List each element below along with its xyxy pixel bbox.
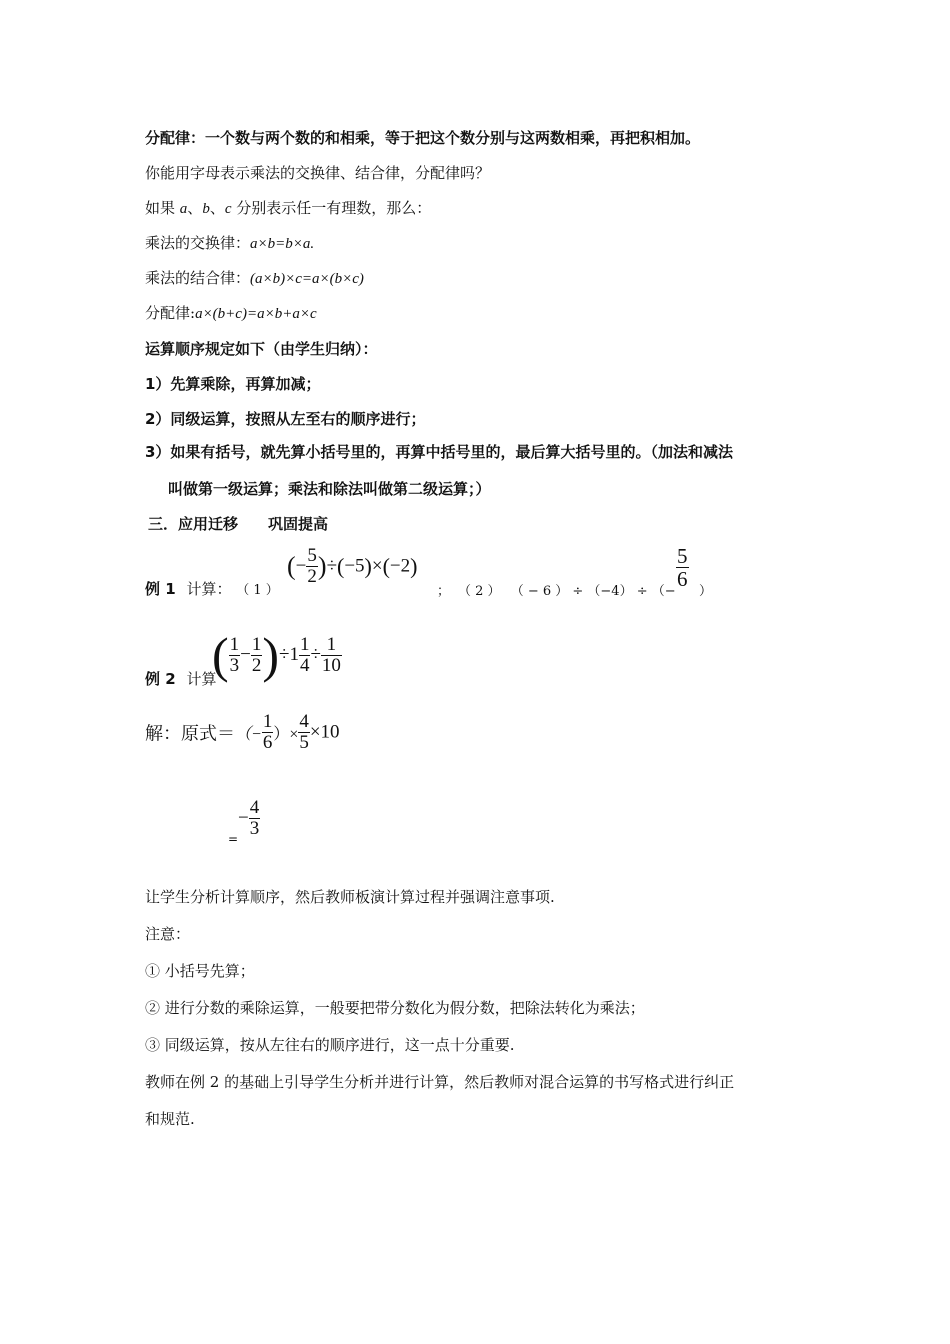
distributive-formula: a×(b+c)=a×b+a×c xyxy=(195,306,317,322)
open-paren: （− xyxy=(235,725,262,743)
var-c: c xyxy=(224,201,232,217)
minus-sign: − xyxy=(295,555,307,577)
fraction-denominator: 2 xyxy=(307,565,317,587)
fraction-numerator: 4 xyxy=(299,711,309,732)
associative-label: 乘法的结合律： xyxy=(145,269,251,287)
fraction-denominator: 5 xyxy=(299,731,309,753)
times-ten: ×10 xyxy=(309,721,340,743)
associative-law xyxy=(145,268,364,289)
example-1-part2 xyxy=(458,580,676,599)
example-1-close-paren: ） xyxy=(699,584,713,599)
minus-sign: − xyxy=(238,807,249,829)
sep-1: 、 xyxy=(187,199,203,217)
example-1-part1-label: （ 1 ） xyxy=(236,583,279,598)
if-prefix: 如果 xyxy=(145,199,176,217)
divide-mixed-number: ÷1 xyxy=(279,644,299,665)
fraction-numerator: 1 xyxy=(251,633,262,655)
fraction-numerator: 1 xyxy=(299,633,310,655)
solution-label: 解：原式＝ xyxy=(145,723,235,745)
minus-sign: − xyxy=(240,644,251,665)
fraction-denominator: 10 xyxy=(321,654,341,676)
example-1-semicolon: ； xyxy=(437,584,451,599)
result-fraction xyxy=(238,798,260,839)
rule-2: 2）同级运算，按照从左至右的顺序进行； xyxy=(145,410,426,428)
commutative-formula: a×b=b×a. xyxy=(250,236,315,252)
fraction-numerator: 5 xyxy=(677,544,688,568)
close-paren-times: ）× xyxy=(273,725,299,743)
commutative-law xyxy=(145,233,314,254)
note-title: 注意： xyxy=(145,925,191,943)
divide-sign: ÷ xyxy=(310,644,321,665)
rule-3-line-1: 3）如果有括号，就先算小括号里的，再算中括号里的，最后算大括号里的。（加法和减法 xyxy=(145,443,733,461)
example-2-label: 例 2 xyxy=(145,670,176,688)
fraction-numerator: 4 xyxy=(249,797,260,818)
fraction-numerator: 1 xyxy=(229,633,240,655)
fraction-denominator: 6 xyxy=(262,731,273,753)
result-equals: = xyxy=(228,832,239,846)
fraction-numerator: 1 xyxy=(321,635,342,656)
if-suffix: 分别表示任一有理数，那么： xyxy=(236,199,432,217)
var-a: a xyxy=(179,201,188,217)
final-line-2: 和规范. xyxy=(145,1110,195,1128)
note-3: ③ 同级运算，按从左往右的顺序进行，这一点十分重要. xyxy=(145,1036,515,1054)
final-line-1: 教师在例 2 的基础上引导学生分析并进行计算，然后教师对混合运算的书写格式进行纠正 xyxy=(145,1073,735,1091)
operand-neg5: −5 xyxy=(344,555,365,577)
section-heading: 三．应用迁移 巩固提高 xyxy=(148,515,329,533)
fraction-numerator: 5 xyxy=(307,545,317,566)
distributive-law-definition: 分配律：一个数与两个数的和相乘，等于把这个数分别与这两数相乘，再把积相加。 xyxy=(145,129,701,147)
operand-neg2: −2 xyxy=(389,555,411,577)
fraction-numerator: 1 xyxy=(262,711,273,732)
distributive-law xyxy=(145,303,317,324)
fraction-denominator: 3 xyxy=(249,817,260,839)
question-line: 你能用字母表示乘法的交换律、结合律，分配律吗？ xyxy=(145,164,491,182)
var-b: b xyxy=(202,201,210,217)
times-sign: × xyxy=(371,555,383,577)
fraction-denominator: 3 xyxy=(229,654,240,676)
fraction-denominator: 6 xyxy=(677,567,688,592)
fraction-denominator: 2 xyxy=(251,654,262,676)
solution-line xyxy=(145,712,340,753)
if-line xyxy=(145,198,431,219)
associative-formula: (a×b)×c=a×(b×c) xyxy=(250,271,364,287)
distributive-label: 分配律: xyxy=(145,304,196,322)
fraction-denominator: 4 xyxy=(299,654,310,676)
example-1-label: 例 1 xyxy=(145,580,176,598)
fraction-5-2 xyxy=(306,546,318,587)
after-example-line: 让学生分析计算顺序，然后教师板演计算过程并强调注意事项. xyxy=(145,888,555,906)
example-2-calc: 计算 xyxy=(186,670,217,688)
example-2 xyxy=(145,668,216,689)
example-1 xyxy=(145,578,279,599)
rule-3-line-2: 叫做第一级运算；乘法和除法叫做第二级运算；） xyxy=(168,480,491,498)
note-2: ② 进行分数的乘除运算，一般要把带分数化为假分数，把除法转化为乘法； xyxy=(145,999,645,1017)
example-1-part2-expr: （ − 6 ） ÷ （−4） ÷ （− xyxy=(510,584,676,599)
sep-2: 、 xyxy=(209,199,225,217)
commutative-label: 乘法的交换律： xyxy=(145,234,251,252)
example-2-expression: ( $\frac{1}{3}$ − $\frac{1}{2}$ )÷1 $\frac{1}{4}$ ÷ $\frac{1}{10}$ xyxy=(212,627,341,683)
example-1-part2-label: （ 2 ） xyxy=(458,584,501,599)
fraction-5-6 xyxy=(676,545,689,590)
example-1-calc: 计算： xyxy=(186,580,232,598)
divide-sign: ÷ xyxy=(326,555,337,577)
note-1: ① 小括号先算； xyxy=(145,962,255,980)
rule-1: 1）先算乘除，再算加减； xyxy=(145,375,321,393)
order-title: 运算顺序规定如下（由学生归纳）： xyxy=(145,340,378,358)
example-1-expression-1: (− $\frac{5}{2}$ )÷(−5)×(−2) xyxy=(287,545,418,587)
